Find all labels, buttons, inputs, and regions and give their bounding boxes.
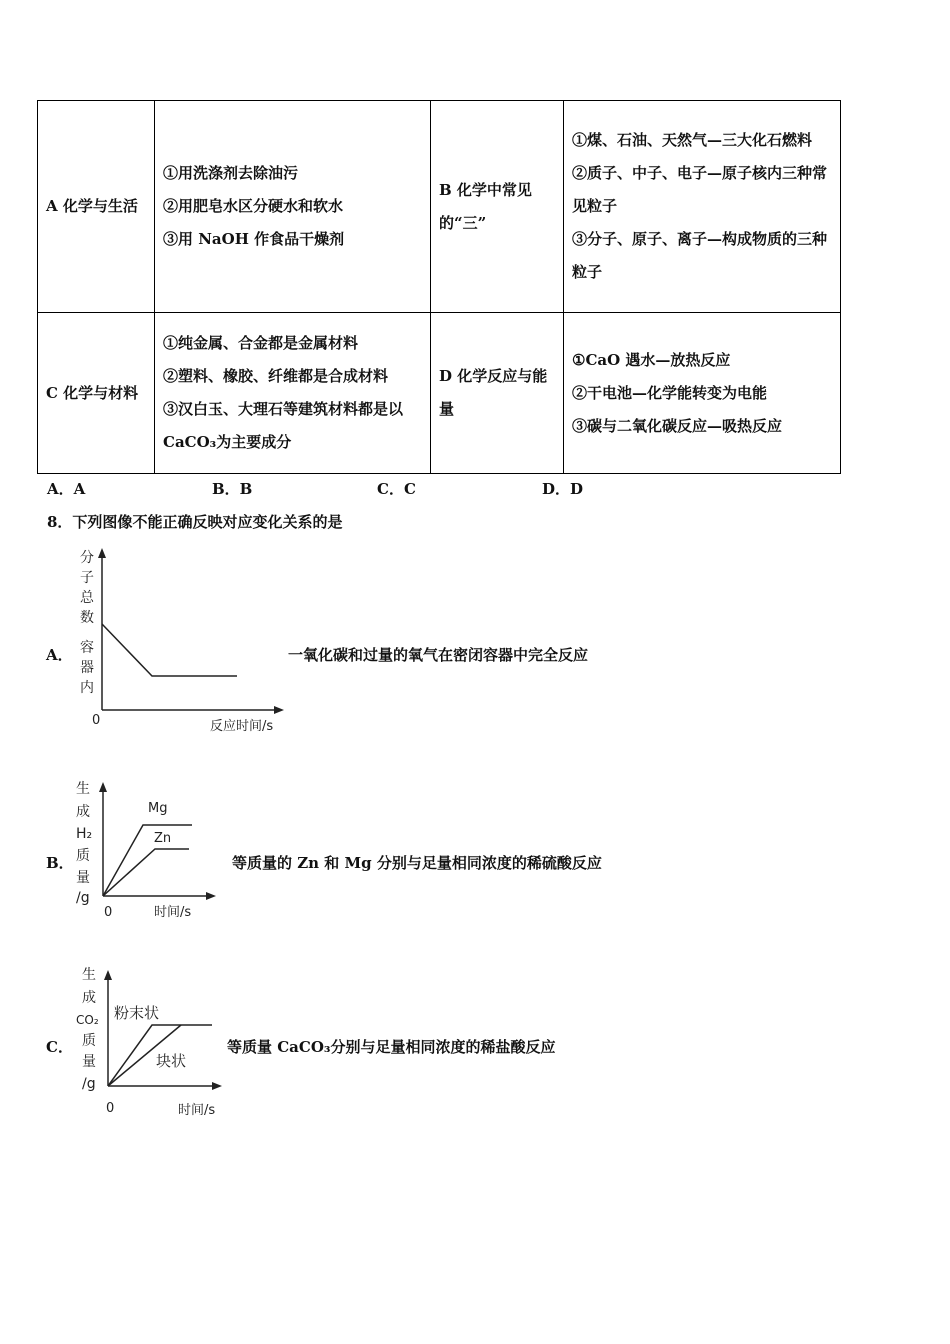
category-cell: D 化学反应与能量: [431, 313, 564, 474]
item: ①煤、石油、天然气—三大化石燃料: [572, 131, 813, 149]
svg-text:质: 质: [82, 1033, 96, 1049]
svg-text:/g: /g: [76, 890, 90, 906]
item: ②塑料、橡胶、纤维都是合成材料: [163, 367, 389, 385]
items-cell: [155, 313, 431, 474]
y-axis-arrow: [104, 970, 112, 980]
item: ③碳与二氧化碳反应—吸热反应: [572, 416, 783, 435]
x-axis-arrow: [206, 892, 216, 900]
origin-label: 0: [92, 713, 101, 728]
svg-text:成: 成: [76, 804, 90, 820]
svg-text:总: 总: [80, 590, 94, 606]
svg-text:H₂: H₂: [76, 826, 93, 842]
svg-text:成: 成: [82, 990, 96, 1006]
y-axis-arrow: [99, 782, 107, 792]
legend-mg: Mg: [148, 801, 168, 816]
q7-table: [37, 100, 841, 474]
x-axis-label: 反应时间/s: [210, 719, 274, 734]
item: ②质子、中子、电子—原子核内三种常见粒子: [572, 164, 828, 215]
svg-text:数: 数: [80, 610, 94, 626]
legend-lump: 块状: [156, 1052, 187, 1070]
svg-text:器: 器: [80, 660, 94, 676]
item: ②干电池—化学能转变为电能: [572, 383, 768, 402]
item: ③用 NaOH 作食品干燥剂: [163, 230, 345, 248]
x-axis-label: 时间/s: [178, 1103, 216, 1118]
y-axis-label: [80, 550, 95, 696]
svg-text:分: 分: [80, 550, 94, 566]
graph-b: [74, 778, 224, 923]
category-cell: A 化学与生活: [38, 101, 155, 313]
y-axis-arrow: [98, 548, 106, 558]
svg-text:CO₂: CO₂: [76, 1013, 99, 1027]
q8-option-a-description: 一氧化碳和过量的氧气在密闭容器中完全反应: [288, 646, 589, 664]
graph-a: [72, 548, 292, 738]
x-axis-arrow: [274, 706, 284, 714]
svg-text:生: 生: [82, 967, 96, 983]
table-row: [38, 101, 841, 313]
items-cell: [564, 101, 841, 313]
category-cell: C 化学与材料: [38, 313, 155, 474]
graph-c: [74, 962, 234, 1122]
option-b[interactable]: B．B: [212, 480, 253, 498]
svg-text:/g: /g: [82, 1076, 96, 1092]
origin-label: 0: [106, 1101, 115, 1116]
option-c[interactable]: C．C: [377, 480, 416, 498]
origin-label: 0: [104, 905, 113, 920]
q8-title: 8．下列图像不能正确反映对应变化关系的是: [47, 513, 343, 531]
y-axis-label: [76, 780, 92, 906]
q8-option-a-label[interactable]: A．: [46, 646, 73, 664]
svg-text:质: 质: [76, 848, 90, 864]
table-row: [38, 313, 841, 474]
item: ③分子、原子、离子—构成物质的三种粒子: [572, 230, 828, 281]
y-axis-label: [76, 966, 99, 1092]
items-cell: [564, 313, 841, 474]
option-a[interactable]: A．A: [47, 480, 86, 498]
x-axis-label: 时间/s: [154, 905, 192, 920]
svg-text:内: 内: [80, 680, 94, 696]
legend-powder: 粉末状: [114, 1004, 160, 1022]
series-line-molecules: [102, 624, 237, 676]
svg-text:量: 量: [76, 870, 90, 886]
svg-text:量: 量: [82, 1054, 96, 1070]
svg-text:生: 生: [76, 781, 90, 797]
q8-option-b-description: 等质量的 Zn 和 Mg 分别与足量相同浓度的稀硫酸反应: [232, 854, 602, 872]
svg-text:子: 子: [80, 570, 94, 586]
item: ①CaO 遇水—放热反应: [572, 350, 731, 369]
series-line-mg: [103, 825, 192, 896]
q8-option-c-label[interactable]: C．: [46, 1038, 73, 1056]
item: ①用洗涤剂去除油污: [163, 164, 299, 182]
q8-option-c-description: 等质量 CaCO₃分别与足量相同浓度的稀盐酸反应: [227, 1038, 556, 1056]
category-cell: B 化学中常见的“三”: [431, 101, 564, 313]
option-d[interactable]: D．D: [542, 480, 584, 498]
item: ③汉白玉、大理石等建筑材料都是以 CaCO₃为主要成分: [163, 400, 404, 451]
x-axis-arrow: [212, 1082, 222, 1090]
q8-option-b-label[interactable]: B．: [46, 854, 74, 872]
legend-zn: Zn: [154, 831, 172, 846]
items-cell: [155, 101, 431, 313]
svg-text:容: 容: [80, 640, 94, 656]
item: ②用肥皂水区分硬水和软水: [163, 197, 344, 215]
item: ①纯金属、合金都是金属材料: [163, 334, 359, 352]
